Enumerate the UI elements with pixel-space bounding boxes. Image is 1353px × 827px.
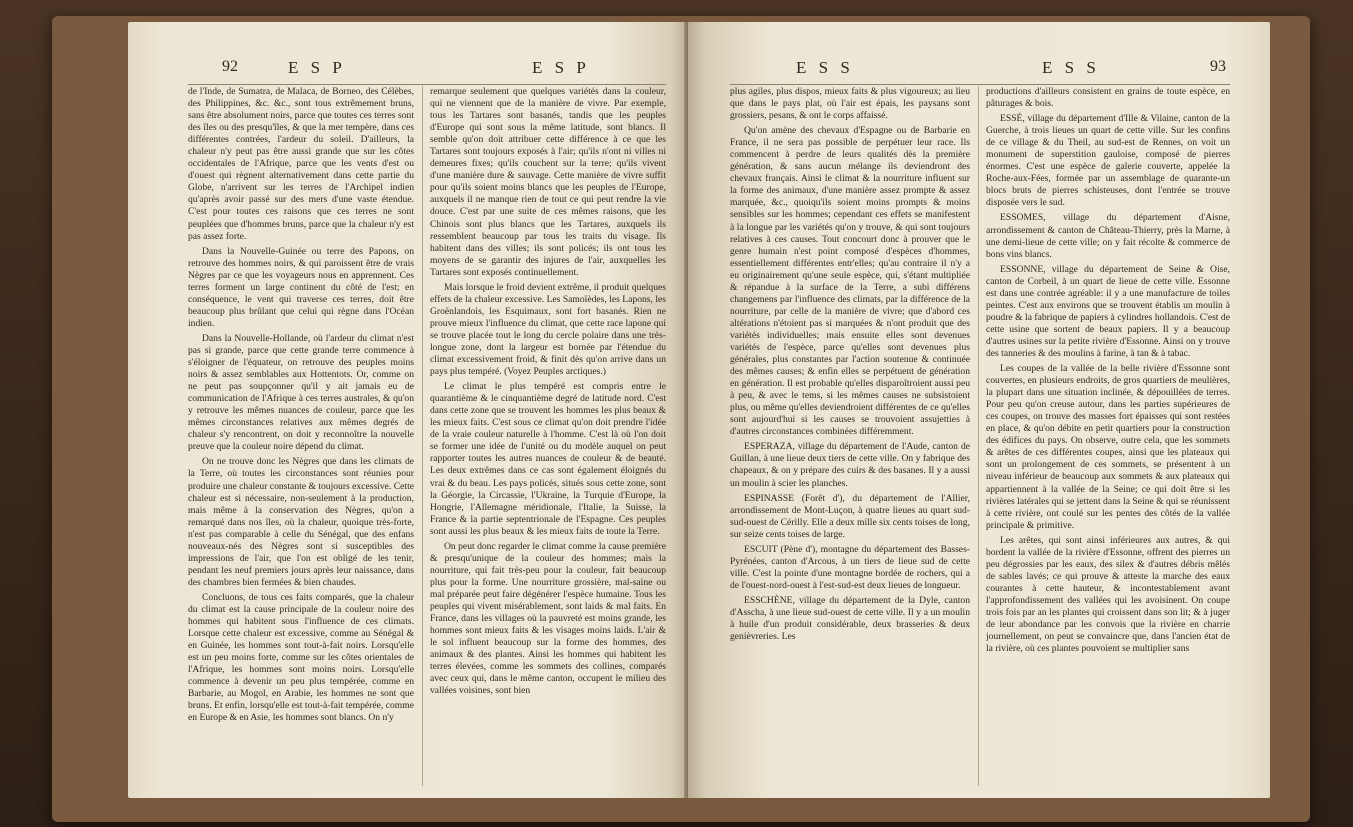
paragraph: Qu'on amène des chevaux d'Espagne ou de Barbarie en France, il ne sera pas possible de perpétuer leur race. Ils commencent à perdre de leurs qualités dès la première génération, & sans aucun mélange ils deviendront des chevaux français. Ainsi le climat & la nourriture influent sur la forme des animaux, d'une manière assez prompte & assez marquée, &c., quoiqu'ils soient moins prompts & moins sensibles sur les hommes; cependant ces effets se manifestent à la longue par les variétés qu'on y trouve, & qui sont toujours relatives à ces causes. Tout concourt donc à prouver que le genre humain n'est point composé d'espèces d'hommes, essentiellement différentes entr'elles; qu'au contraire il n'y a eu originairement qu'une seule espèce, qui, s'étant multipliée & répandue à la surface de la Terre, a subi différens changemens par l'influence des climats, par la différence de la nourriture, par celle de la manière de vivre; que d'abord ces altérations n'étoient pas si marquées & n'ont produit que des variétés individuelles; mais ensuite elles sont devenues variétés de l'espèce, parce qu'elles sont devenues plus générales, plus constantes par l'action soutenue & continuée des mêmes causes; & enfin elles se perpétuent de génération en génération. Il est probable qu'elles disparoîtroient aussi peu à peu, & avec le tems, si les mêmes causes ne subsistoient plus, ou même qu'elles deviendroient différentes de ce qu'elles sont aujourd'hui si les causes se trouvoient assujetties à d'autres circonstances combinées différemment.: [730, 125, 970, 438]
paragraph: ESCUIT (Pène d'), montagne du département des Basses-Pyrénées, canton d'Arcous, à un tiers de lieue sud de cette ville. C'est la pointe d'une montagne bordée de rochers, qui a de l'ouest-nord-ouest à l'est-sud-est deux lieues de longueur.: [730, 543, 970, 591]
text-column-left-1: [188, 86, 414, 786]
header-rule-left: [188, 84, 666, 85]
header-rule-right: [730, 84, 1230, 85]
paragraph: productions d'ailleurs consistent en grains de toute espèce, en pâturages & bois.: [986, 86, 1230, 110]
column-divider-right: [978, 86, 979, 786]
text-column-left-2: [430, 86, 666, 786]
text-column-right-1: [730, 86, 970, 786]
paragraph: ESPERAZA, village du département de l'Aude, canton de Guillan, à une lieue deux tiers de cette ville. On y fabrique des chapeaux, & on y prépare des cuirs & des basanes. Il y a aussi un moulin à scier les planches.: [730, 441, 970, 489]
paragraph: plus agiles, plus dispos, mieux faits & plus vigoureux; au lieu que dans le pays plat, où l'air est épais, les paysans sont grossiers, pesans, & ont le corps affaissé.: [730, 86, 970, 122]
paragraph: On ne trouve donc les Nègres que dans les climats de la Terre, où toutes les circonstances sont réunies pour produire une chaleur constante & toujours excessive. Cette chaleur est si nécessaire, non-seulement à la production, mais même à la conservation des Nègres, qu'on a remarqué dans nos îles, où la chaleur, quoique très-forte, n'est pas comparable à celle du Sénégal, que des enfans nouveaux-nés des Nègres sont si susceptibles des impressions de l'air, que l'on est obligé de les tenir, pendant les neuf premiers jours après leur naissance, dans des chambres bien fermées & bien chaudes.: [188, 456, 414, 588]
paragraph: Les coupes de la vallée de la belle rivière d'Essonne sont couvertes, en plusieurs endroits, de gros quartiers de meulières, la plupart dans une situation inclinée, & dépouillées de terres. Pour peu qu'on creuse autour, dans les parties supérieures de ces coupes, on trouve des masses fort épaisses qui sont restées en place, & qu'on débite en petit quartiers pour la construction des édifices du pays. On observe, outre cela, que les sommets & arêtes de ces différentes coupes, ainsi que les plateaux qui sont un prolongement de ces sommets, se présentent à un niveau inférieur de beaucoup aux sommets & aux plateaux qui appartiennent à la vallée de la Seine; ce qui doit être si les rivières latérales qui se jettent dans la Seine & qui se réunissent à cette rivière, ont coulé sur les pentes des côtés de la vallée principale & primitive.: [986, 363, 1230, 531]
paragraph: ESSOMES, village du département d'Aisne, arrondissement & canton de Château-Thierry, près la Marne, à une demi-lieue de cette ville; on y fait récolte & commerce de bons vins blancs.: [986, 212, 1230, 260]
paragraph: de l'Inde, de Sumatra, de Malaca, de Borneo, des Célèbes, des Philippines, &c. &c., sont tous extrêmement bruns, sans être absolument noirs, parce que toutes ces terres sont des îles ou des presqu'îles, & que la mer tempère, dans ces différentes contrées, l'ardeur du soleil. D'ailleurs, la chaleur n'y peut pas être aussi grande que sur les côtes occidentales de l'Afrique, parce que les vents d'est ou d'ouest qui règnent alternativement dans cette partie du Globe, n'arrivent sur les terres de l'Archipel indien qu'après avoir passé sur des mers d'une vaste étendue. C'est pour toutes ces raisons que ces terres ne sont peuplées que d'hommes bruns, parce que la chaleur n'y est pas assez forte.: [188, 86, 414, 242]
paragraph: Les arêtes, qui sont ainsi inférieures aux autres, & qui bordent la vallée de la rivière d'Essonne, offrent des pierres un peu dégrossies par les eaux, des silex & d'autres débris mêlés de sables lavés; ce qui prouve & atteste la marche des eaux courantes à cette hauteur, & incontestablement avant l'approfondissement des vallées qui les avoisinent. On coupe trois fois par an les plantes qui croissent dans son lit; & à juger de leur abondance par les convois que la rivière en charrie journellement, on peut se convaincre que, dans l'ancien état de la rivière, où ces plantes pouvoient se multiplier sans: [986, 534, 1230, 655]
paragraph: ESPINASSE (Forêt d'), du département de l'Allier, arrondissement de Mont-Luçon, à quatre lieues au quart sud-sud-ouest de Cérilly. Elle a deux mille six cents toises de long, sur seize cents toises de large.: [730, 492, 970, 540]
page-number-left: 92: [222, 58, 238, 75]
paragraph: remarque seulement que quelques variétés dans la couleur, qui ne viennent que de la manière de vivre. Par exemple, tous les Tartares sont basanés, tandis que les peuples d'Europe qui sont sous la même latitude, sont blancs. Il semble qu'on doit attribuer cette différence à ce que les Tartares sont toujours exposés à l'air; qu'ils n'ont ni villes ni demeures fixes; qu'ils couchent sur la terre; qu'ils vivent d'une manière dure & sauvage. Cette manière de vivre suffit pour qu'ils soient moins blancs que les peuples de l'Europe, auxquels il ne manque rien de tout ce qui peut rendre la vie douce. C'est par une suite de ces mêmes raisons, que les Chinois sont plus blancs que les Tartares, auxquels ils ressemblent beaucoup par tous les traits du visage. Ils habitent dans des villes; ils sont policés; ils ont tous les moyens de se garantir des injures de l'air, auxquelles les Tartares sont exposés continuellement.: [430, 86, 666, 278]
paragraph: On peut donc regarder le climat comme la cause première & presqu'unique de la couleur des hommes; mais la nourriture, qui fait très-peu pour la couleur, fait beaucoup plus pour la forme. Une nourriture grossière, mal-saine ou mal préparée peut faire dégénérer l'espèce humaine. Tous les peuples qui vivent misérablement, sont laids & mal faits. En France, dans les villages où la pauvreté est moins grande, les hommes sont mieux faits & les visages moins laids. L'air & le sol influent beaucoup sur la forme des hommes, des animaux & des plantes. Ainsi les hommes qui habitent les terres élevées, comme les sommets des collines, comparés avec ceux qui, dans le même canton, occupent le milieu des vallées voisines, sont bien: [430, 540, 666, 697]
paragraph: ESSCHÈNE, village du département de la Dyle, canton d'Asscha, à une lieue sud-ouest de cette ville. Il y a un moulin à huile d'un produit considérable, deux brasseries & deux genièvreries. Les: [730, 594, 970, 643]
paragraph: ESSONNE, village du département de Seine & Oise, canton de Corbeil, à un quart de lieue de cette ville. Essonne est dans une contrée agréable: il y a une manufacture de toiles peintes. C'est aux environs que se trouvent établis un moulin à poudre & la fabrique de papiers à cylindres hollandois. C'est de cette usine que sortent de beaux papiers. Il y a beaucoup d'autres usines sur la petite rivière d'Essonne. Ainsi on y trouve des tanneries & des moulins à farine, à tan & à tabac.: [986, 263, 1230, 359]
text-column-right-2: [986, 86, 1230, 786]
column-divider-left: [422, 86, 423, 786]
page-number-right: 93: [1210, 58, 1226, 75]
paragraph: ESSÉ, village du département d'Ille & Vilaine, canton de la Guerche, à trois lieues un quart de cette ville. Sur les confins de ce village & du Theil, au sud-est de Rennes, on voit un monument de superstition gauloise, composé de pierres énormes. C'est une espèce de galerie couverte, appelée la Roche-aux-Fées, formée par un assemblage de quarante-un blocs bruts de pierres schisteuses, dont l'entrée se trouve disposée vers le sud.: [986, 113, 1230, 209]
paragraph: Dans la Nouvelle-Hollande, où l'ardeur du climat n'est pas si grande, parce que cette grande terre commence à s'éloigner de l'équateur, on retrouve des peuples moins noirs & assez semblables aux Hottentots. Or, comme on ne peut pas soupçonner qu'il y ait jamais eu de communication de l'Afrique à ces terres australes, & qu'on y retrouve les mêmes nuances de couleur, parce que les mêmes circonstances relatives aux mêmes degrés de chaleur s'y rencontrent, on doit y reconnoître la nouvelle preuve que la couleur noire dépend du climat.: [188, 332, 414, 453]
right-page: [688, 22, 1270, 798]
paragraph: Concluons, de tous ces faits comparés, que la chaleur du climat est la cause principale de la couleur noire des hommes qui habitent sous l'influence de ces climats. Lorsque cette chaleur est excessive, comme au Sénégal & en Guinée, les hommes sont tout-à-fait noirs. Lorsqu'elle est un peu moins forte, comme sur les côtes orientales de l'Afrique, les hommes sont moins noirs. Lorsqu'elle commence à devenir un peu plus tempérée, comme en Barbarie, au Mogol, en Arabie, les hommes ne sont que bruns. Et enfin, lorsqu'elle est tout-à-fait tempérée, comme en Europe & en Asie, les hommes sont blancs. On n'y: [188, 591, 414, 724]
paragraph: Le climat le plus tempéré est compris entre le quarantième & le cinquantième degré de latitude nord. C'est dans cette zone que se trouvent les hommes les plus beaux & les mieux faits. C'est sous ce climat qu'on doit prendre l'idée de la vraie couleur naturelle à l'homme. C'est là où l'on doit se former une idée de l'unité ou du modèle auquel on peut rapporter toutes les autres nuances de couleur & de beauté. Les deux extrêmes dans ce cas sont également éloignés du vrai & du beau. Les pays policés, situés sous cette zone, sont la Géorgie, la Circassie, l'Ukraine, la Turquie d'Europe, la Hongrie, l'Allemagne méridionale, l'Italie, la Suisse, la France & la partie septentrionale de l'Espagne. Ces peuples sont aussi les plus beaux & les mieux faits de toute la Terre.: [430, 381, 666, 537]
running-head-left-col2: E S P: [532, 58, 590, 77]
left-page: [128, 22, 688, 798]
running-head-right-col2: E S S: [1042, 58, 1100, 77]
paragraph: Dans la Nouvelle-Guinée ou terre des Papons, on retrouve des hommes noirs, & qui paroissent être de vrais Nègres par ce que les voyageurs nous en apprennent. Ces terres forment un large continent du côté de l'est; en conséquence, le vent qui traverse ces terres, doit être beaucoup plus brûlant que celui qui règne dans l'Océan indien.: [188, 245, 414, 329]
running-head-right-col1: E S S: [796, 58, 854, 77]
running-head-left-col1: E S P: [288, 58, 346, 77]
paragraph: Mais lorsque le froid devient extrême, il produit quelques effets de la chaleur excessive. Les Samoïèdes, les Lapons, les Groënlandois, les Esquimaux, sont fort basanés. Rien ne prouve mieux l'influence du climat, que cette race lapone qui se trouve placée tout le long du cercle polaire dans une très-longue zone, dont la largeur est bornée par l'étendue du climat excessivement froid, & finit dès qu'on arrive dans un pays plus tempéré. (Voyez Peuples arctiques.): [430, 281, 666, 378]
